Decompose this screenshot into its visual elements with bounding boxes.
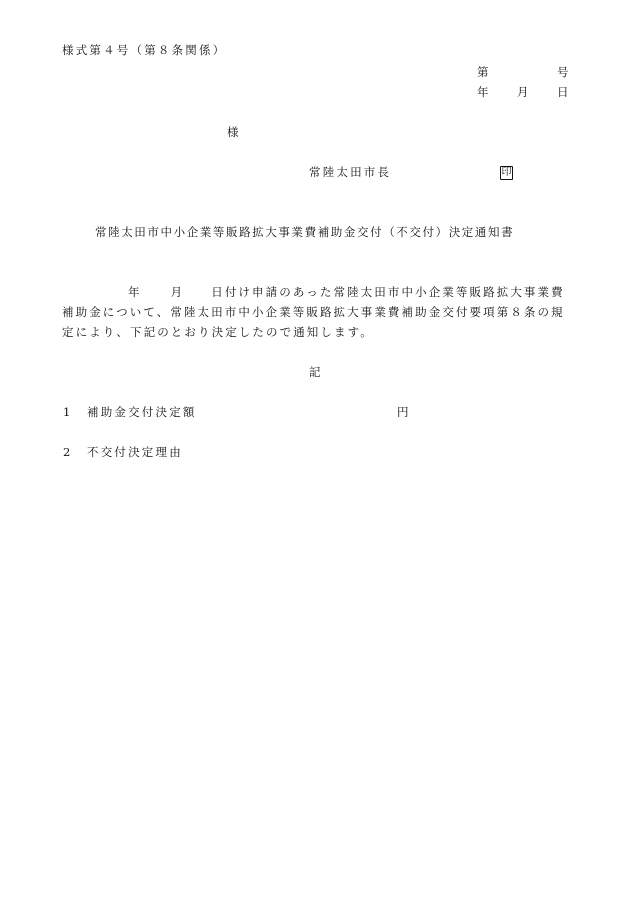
seal-mark [500, 166, 513, 180]
item-2-number: 2 [63, 445, 71, 459]
item-1-number: 1 [63, 405, 71, 419]
addressee-honorific: 様 [227, 125, 239, 139]
date-month: 月 [517, 85, 529, 99]
reference-number-prefix: 第 [477, 65, 489, 79]
ki-heading: 記 [309, 365, 321, 379]
reference-number-suffix: 号 [557, 65, 569, 79]
body-line-3: 定により、下記のとおり決定したので通知します。 [62, 325, 374, 339]
date-day: 日 [557, 85, 569, 99]
body-month: 月 [170, 285, 185, 299]
issuer-name: 常陸太田市長 [309, 165, 392, 179]
date-year: 年 [477, 85, 489, 99]
document-title: 常陸太田市中小企業等販路拡大事業費補助金交付（不交付）決定通知書 [95, 225, 515, 239]
body-line-1-text: 日付け申請のあった常陸太田市中小企業等販路拡大事業費 [211, 285, 565, 299]
body-line-2: 補助金について、常陸太田市中小企業等販路拡大事業費補助金交付要項第８条の規 [62, 305, 565, 319]
item-2-label: 不交付決定理由 [87, 445, 183, 459]
form-number: 様式第４号（第８条関係） [62, 43, 227, 57]
body-year: 年 [128, 285, 142, 299]
item-1-label: 補助金交付決定額 [87, 405, 197, 419]
body-line-1 [62, 287, 574, 299]
seal-icon: 印 [501, 167, 512, 178]
item-1-unit: 円 [397, 405, 409, 419]
